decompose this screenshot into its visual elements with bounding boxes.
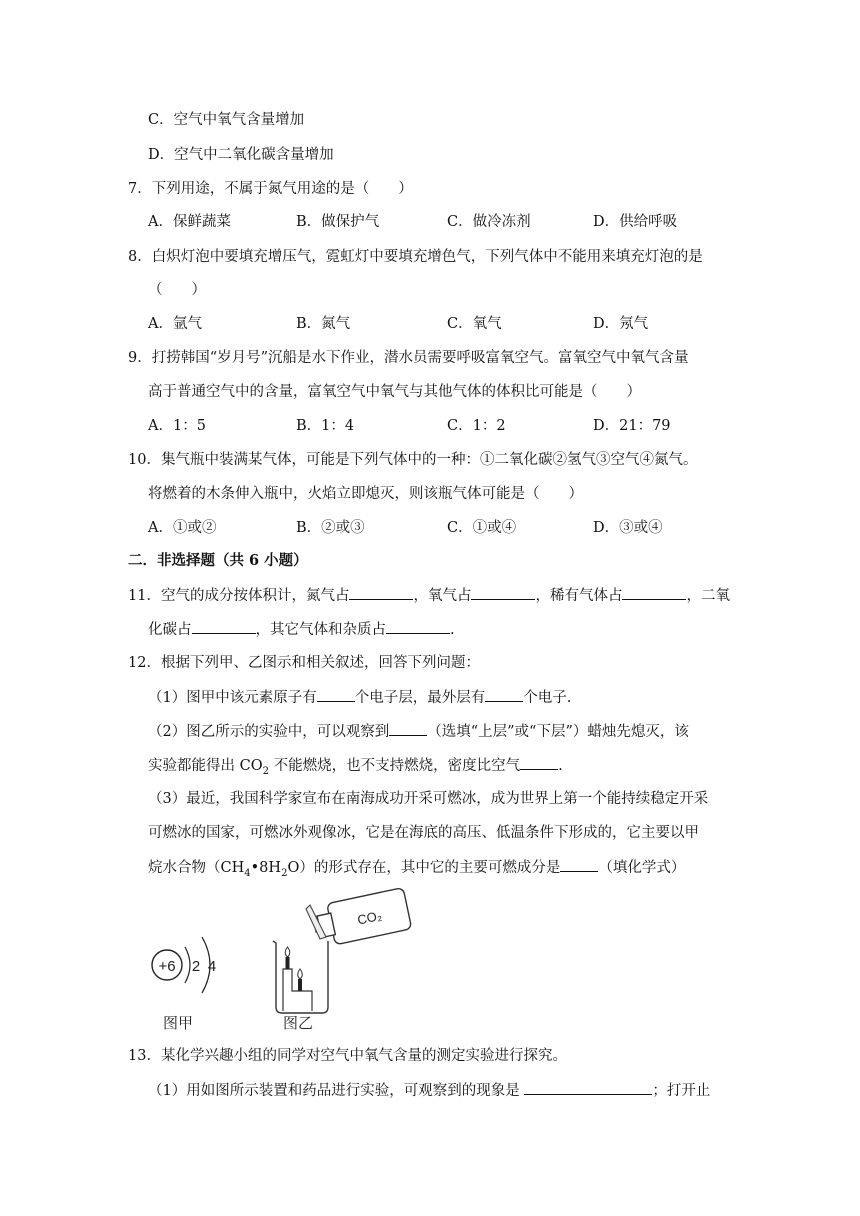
q7-stem: 7．下列用途，不属于氮气用途的是（ ） [128,181,413,197]
q11-text-f: ，其它气体和杂质占 [255,622,386,638]
q12-p3-sub-b: 2 [281,867,288,879]
q10-option-a: A．①或② [148,520,217,536]
q8-option-b: B．氮气 [296,316,351,332]
figures-area [140,885,440,1035]
q13-stem: 13．某化学兴趣小组的同学对空气中氧气含量的测定实验进行探究。 [128,1048,567,1064]
lower-candle [298,979,302,991]
lower-flame [298,969,303,979]
upper-candle [286,957,290,969]
q12-p2-text-b: （选填“上层”或“下层”）蜡烛先熄灭，该 [427,724,689,740]
q12-part3-line2: 可燃冰的国家，可燃冰外观像冰，它是在海底的高压、低温条件下形成的，它主要以甲 [148,825,699,841]
q12-part2-line1 [148,721,689,742]
q11-blank-oxygen[interactable] [471,585,535,600]
q11-text-a: 11．空气的成分按体积计，氮气占 [128,588,350,604]
q11-blank-co2[interactable] [192,619,256,634]
nucleus-charge: +6 [158,958,176,975]
q12-p2-text-e: . [558,758,563,774]
q13-p1-text-a: （1）用如图所示装置和药品进行实验，可观察到的现象是 [148,1083,525,1099]
q10-option-d: D．③或④ [593,520,663,536]
q12-part3-line1: （3）最近，我国科学家宣布在南海成功开采可燃冰，成为世界上第一个能持续稳定开采 [148,791,709,807]
q10-option-c: C．①或④ [447,520,517,536]
q11-blank-nitrogen[interactable] [349,585,413,600]
co2-bottle [315,888,412,948]
q7-option-d: D．供给呼吸 [593,214,678,230]
q8-stem-line2: （ ） [148,282,206,298]
q12-p2-text-a: （2）图乙所示的实验中，可以观察到 [148,724,390,740]
q8-option-a: A．氩气 [148,316,202,332]
caption-fig-b: 图乙 [282,1015,314,1032]
q12-p3-sub-a: 4 [244,867,251,879]
q11-line1 [128,585,730,606]
q9-stem-line2: 高于普通空气中的含量，富氧空气中氧气与其他气体的体积比可能是（ ） [148,384,641,400]
q12-blank-formula[interactable] [560,857,598,872]
q9-option-d: D．21：79 [593,418,671,434]
q7-option-c: C．做冷冻剂 [447,214,531,230]
caption-fig-a: 图甲 [162,1015,194,1032]
q7-option-a: A．保鲜蔬菜 [148,214,231,230]
upper-flame [285,947,290,957]
q12-p1-text-c: 个电子. [523,690,572,706]
q10-option-b: B．②或③ [296,520,365,536]
q13-blank-phenomenon[interactable] [524,1080,652,1095]
q11-blank-others[interactable] [386,619,450,634]
q12-stem: 12．根据下列甲、乙图示和相关叙述，回答下列问题： [128,655,480,671]
q12-p2-text-d: 不能燃烧，也不支持燃烧，密度比空气 [268,758,521,774]
q12-p2-subscript: 2 [262,765,269,777]
q11-text-b: ，氧气占 [413,588,472,604]
q6-option-d: D．空气中二氧化碳含量增加 [148,147,334,163]
q8-option-d: D．氖气 [593,316,649,332]
q7-option-b: B．做保护气 [296,214,380,230]
q8-option-c: C．氧气 [447,316,502,332]
q12-p3-text-c: O）的形式存在，其中它的主要可燃成分是 [287,860,561,876]
q9-option-c: C．1：2 [447,418,506,434]
q12-p2-text-c: 实验都能得出 CO [148,758,263,774]
shell2-electrons: 4 [207,958,217,975]
q11-text-c: ，稀有气体占 [535,588,623,604]
co2-candle-experiment [273,888,412,1032]
q12-blank-candle-layer[interactable] [389,721,427,736]
section-title-nonchoice: 二．非选择题（共 6 小题） [128,552,308,569]
co2-bottle-label: CO₂ [355,907,384,928]
q12-p1-text-a: （1）图甲中该元素原子有 [148,690,317,706]
q9-stem-line1: 9．打捞韩国“岁月号”沉船是水下作业，潜水员需要呼吸富氧空气。富氧空气中氧气含量 [128,350,689,366]
q11-text-e: 化碳占 [148,622,192,638]
q11-blank-noble-gas[interactable] [622,585,686,600]
q12-p3-text-d: （填化学式） [598,860,686,876]
shell-arc-1 [185,947,190,983]
shell1-electrons: 2 [191,958,201,975]
q12-part3-line3 [148,857,685,884]
atom-structure-diagram [152,937,216,1032]
q10-stem-line1: 10．集气瓶中装满某气体，可能是下列气体中的一种：①二氧化碳②氢气③空气④氮气。 [128,452,698,468]
q11-line2 [148,619,455,640]
q11-text-d: ，二氧 [686,588,730,604]
q12-part1 [148,687,571,708]
q10-stem-line2: 将燃着的木条伸入瓶中，火焰立即熄灭，则该瓶气体可能是（ ） [148,486,583,502]
q9-option-b: B．1：4 [296,418,355,434]
q12-blank-density[interactable] [520,755,558,770]
q13-part1 [148,1080,710,1101]
q12-part2-line2 [148,755,563,782]
q13-p1-text-b: ；打开止 [652,1083,711,1099]
q11-text-g: . [450,622,455,638]
q12-p3-text-b: •8H [250,860,282,876]
q9-option-a: A．1：5 [148,418,206,434]
q12-blank-outer-electrons[interactable] [485,687,523,702]
q12-p1-text-b: 个电子层，最外层有 [354,690,486,706]
q6-option-c: C．空气中氧气含量增加 [148,112,305,128]
q8-stem-line1: 8．白炽灯泡中要填充增压气，霓虹灯中要填充增色气，下列气体中不能用来填充灯泡的是 [128,249,703,265]
q12-p3-text-a: 烷水合物（CH [148,860,245,876]
q12-blank-shells[interactable] [317,687,355,702]
